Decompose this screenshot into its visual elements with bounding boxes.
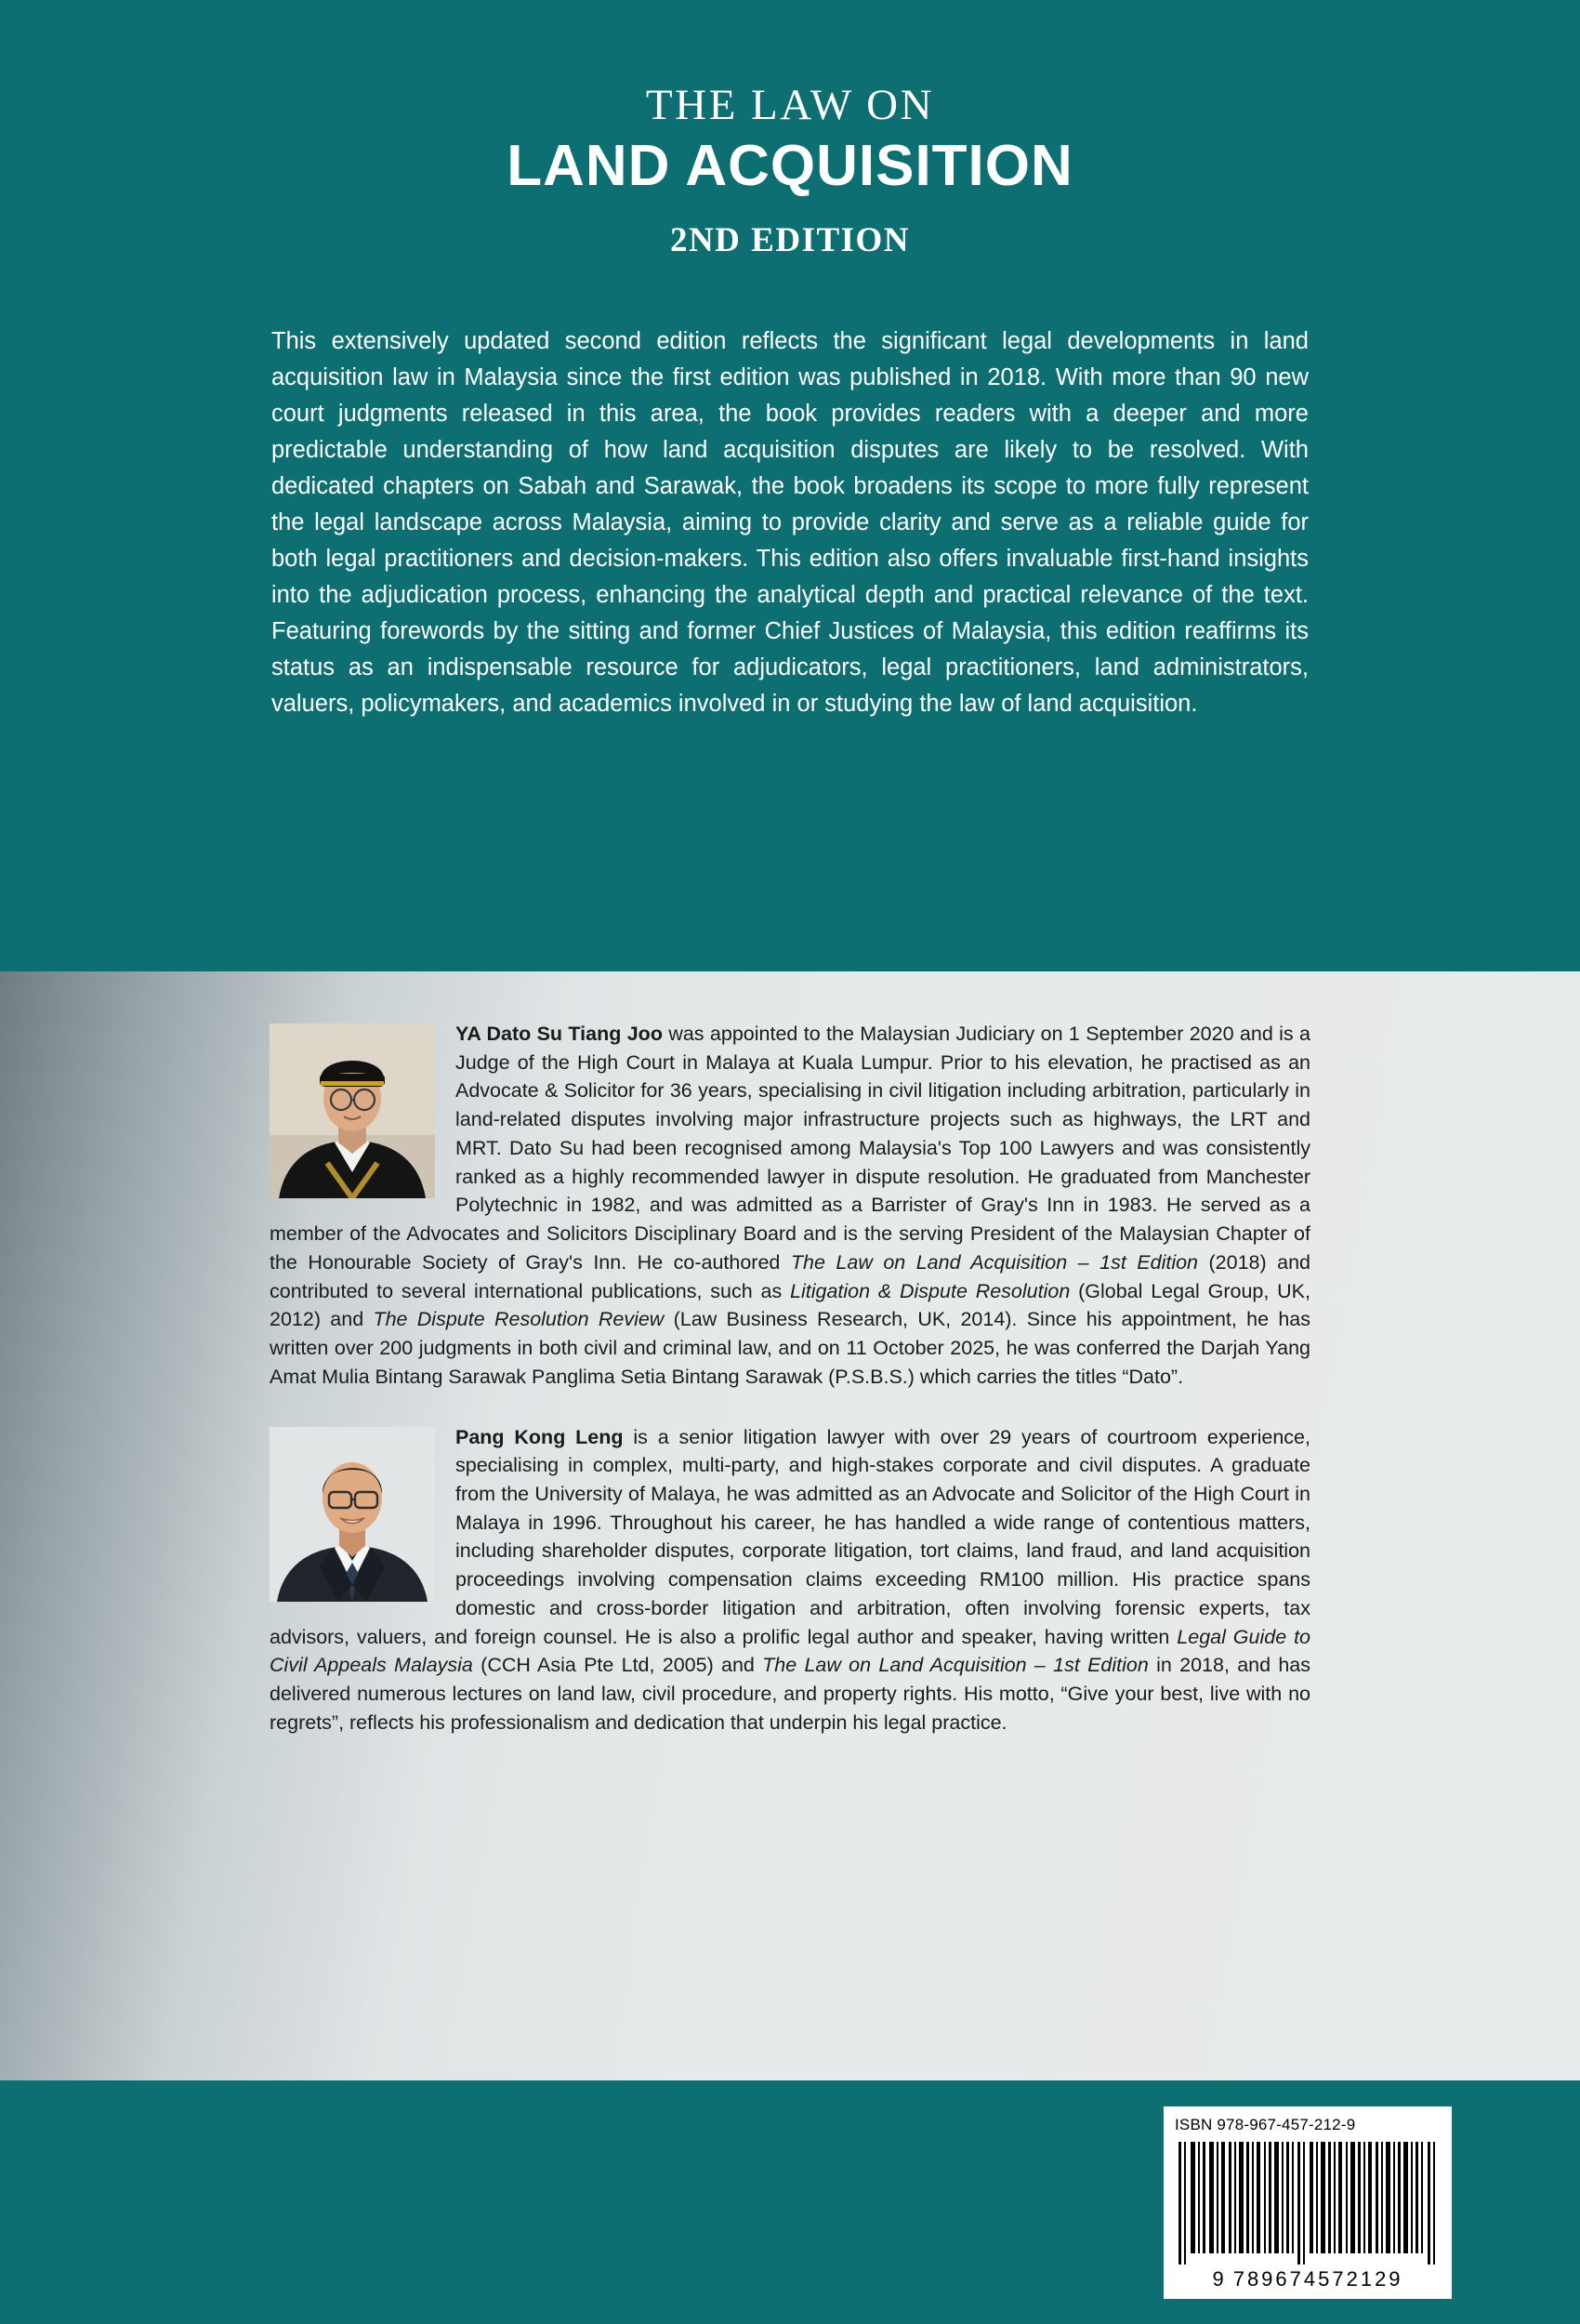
- authors-section: [0, 971, 1580, 2080]
- author-name: Pang Kong Leng: [455, 1425, 624, 1448]
- portrait-judge-robes-icon: [270, 1023, 435, 1198]
- book-title-line-1: THE LAW ON: [645, 81, 935, 129]
- book-edition: 2ND EDITION: [669, 220, 911, 259]
- author-bio-text-3: (Global Legal Group, UK, 2012) and: [270, 1279, 1310, 1331]
- title-block: [270, 0, 1310, 260]
- author-bio-italic-3: The Dispute Resolution Review: [373, 1308, 665, 1331]
- author-bio-italic-2: Litigation & Dispute Resolution: [790, 1279, 1071, 1302]
- isbn-section: [0, 2080, 1580, 2324]
- isbn-label: ISBN 978-967-457-212-9: [1175, 2116, 1356, 2133]
- author-bio-text-1: is a senior litigation lawyer with over 29 years of courtroom experience, specialising in complex, multi-party, and high-stakes corporate and civil disputes. A graduate from the University of Malaya, he was admitted as an Advocate and Solicitor of the High Court in Malaya in 1996. Throughout his career, he has handled a wide range of contentious matters, including shareholder disputes, corporate litigation, tort claims, land fraud, and land acquisition proceedings involving compensation claims exceeding RM100 million. His practice spans domestic and cross-border litigation and arbitration, often involving forensic experts, tax advisors, valuers, and foreign counsel. He is also a prolific legal author and speaker, having written: [270, 1425, 1310, 1648]
- blurb-section: [0, 0, 1580, 971]
- author-bio-italic-1: The Law on Land Acquisition – 1st Edition: [790, 1250, 1199, 1274]
- barcode-group-1: 789674: [1232, 2267, 1319, 2291]
- author-bio-text-1: was appointed to the Malaysian Judiciary on 1 September 2020 and is a Judge of the High Court in Malaya at Kuala Lumpur. Prior to his elevation, he practised as an Advocate & Solicitor for 36 years, specialising in civil litigation including arbitration, particularly in land-related disputes involving major infrastructure projects such as highways, the LRT and MRT. Dato Su had been recognised among Malaysia's Top 100 Lawyers and was consistently ranked as a highly recommended lawyer in dispute resolution. He graduated from Manchester Polytechnic in 1982, and was admitted as a Barrister of Gray's Inn in 1983. He served as a member of the Advocates and Solicitors Disciplinary Board and is the serving President of the Malaysian Chapter of the Honourable Society of Gray's Inn. He co-authored: [270, 1023, 1310, 1274]
- author-bio-italic-2: The Law on Land Acquisition – 1st Edition: [762, 1654, 1149, 1677]
- author-name: YA Dato Su Tiang Joo: [455, 1023, 663, 1045]
- author-bio-italic-1: Legal Guide to Civil Appeals Malaysia: [270, 1625, 1311, 1677]
- barcode-lead-digit: 9: [1212, 2267, 1227, 2291]
- author-bio-block: [270, 1020, 1310, 1392]
- author-portrait-pang-kong-leng: [270, 1427, 435, 1602]
- author-bio-text-4: (Law Business Research, UK, 2014). Since his appointment, he has written over 200 judgments in both civil and criminal law, and on 11 October 2025, he was conferred the Darjah Yang Amat Mulia Bintang Sarawak Panglima Setia Bintang Sarawak (P.S.B.S.) which carries the titles “Dato”.: [270, 1308, 1310, 1388]
- isbn-box: [1164, 2106, 1452, 2299]
- author-bio-text-2: (CCH Asia Pte Ltd, 2005) and: [472, 1654, 763, 1677]
- book-blurb: This extensively updated second edition reflects the significant legal developments in land acquisition law in Malaysia since the first edition was published in 2018. With more than 90 new court judgments released in this area, the book provides readers with a deeper and more predictable understanding of how land acquisition disputes are likely to be resolved. With dedicated chapters on Sabah and Sarawak, the book broadens its scope to more fully represent the legal landscape across Malaysia, aiming to provide clarity and serve as a reliable guide for both legal practitioners and decision-makers. This edition also offers invaluable first-hand insights into the adjudication process, enhancing the analytical depth and practical relevance of the text. Featuring forewords by the sitting and former Chief Justices of Malaysia, this edition reaffirms its status as an indispensable resource for adjudicators, legal practitioners, land administrators, valuers, policymakers, and academics involved in or studying the law of land acquisition.: [271, 327, 1309, 717]
- author-portrait-su-tiang-joo: [270, 1023, 435, 1198]
- author-bio-text-2: (2018) and contributed to several international publications, such as: [270, 1250, 1311, 1302]
- author-bio-text-3: in 2018, and has delivered numerous lectures on land law, civil procedure, and property rights. His motto, “Give your best, live with no regrets”, reflects his professionalism and dedication that underpin his legal practice.: [270, 1654, 1310, 1734]
- book-title-line-2: LAND ACQUISITION: [507, 133, 1073, 198]
- author-bio-block: [270, 1423, 1310, 1737]
- barcode-digits: [1175, 2267, 1441, 2291]
- barcode-icon: [1175, 2142, 1441, 2265]
- portrait-lawyer-suit-icon: [270, 1427, 435, 1602]
- barcode-group-2: 572129: [1318, 2267, 1403, 2291]
